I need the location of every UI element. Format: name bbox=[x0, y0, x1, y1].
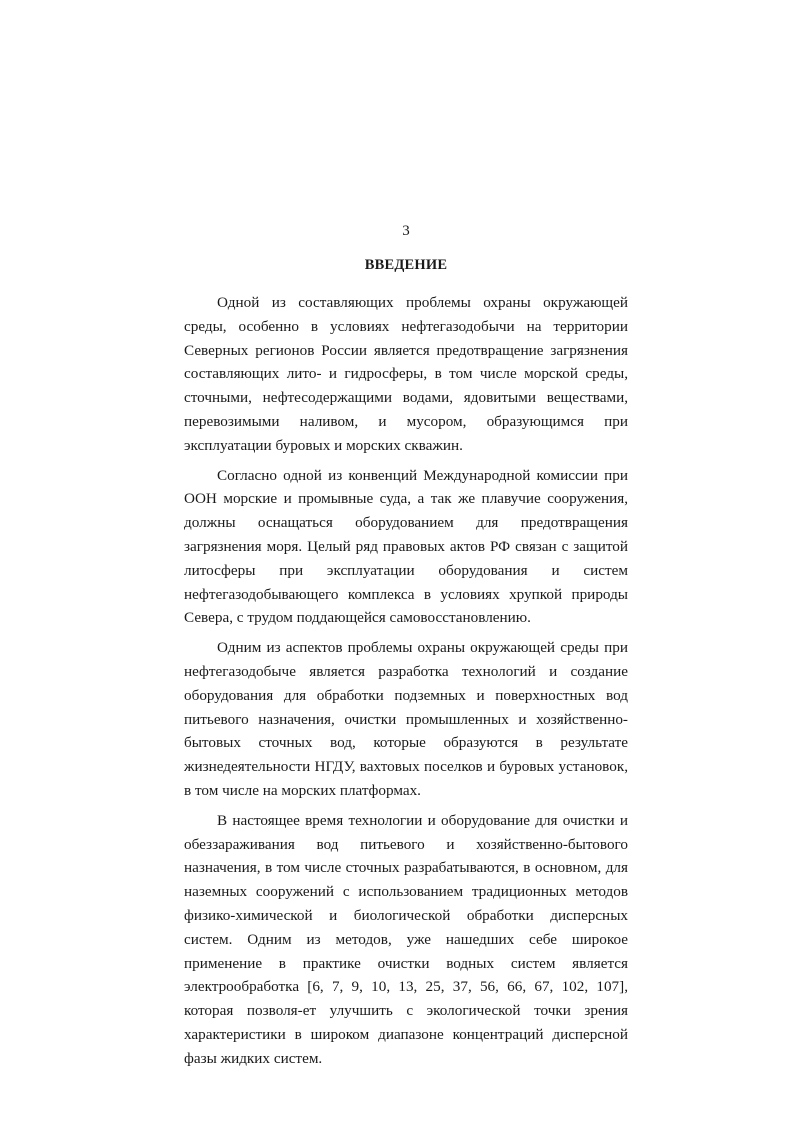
paragraph-4: В настоящее время технологии и оборудование для очистки и обеззараживания вод питьевого и хозяйственно-бытового назначения, в том числе сточных разрабатываются, в основном, для наземных сооружений с использованием традиционных методов физико-химической и биологической обработки дисперсных систем. Одним из методов, уже нашедших себе широкое применение в практике очистки водных систем является электрообработка [6, 7, 9, 10, 13, 25, 37, 56, 66, 67, 102, 107], которая позволя-ет улучшить с экологической точки зрения характеристики в широком диапазоне концентраций дисперсной фазы жидких систем. bbox=[184, 811, 628, 1067]
paragraph-1: Одной из составляющих проблемы охраны окружающей среды, особенно в условиях нефтегазодобычи на территории Северных регионов России является предотвращение загрязнения составляющих лито- и гидросферы, в том числе морской среды, сточными, нефтесодержащими водами, ядовитыми веществами, перевозимыми наливом, и мусором, образующимся при эксплуатации буровых и морских скважин. bbox=[184, 294, 628, 454]
paragraph-3: Одним из аспектов проблемы охраны окружающей среды при нефтегазодобыче является разработка технологий и создание оборудования для обработки подземных и поверхностных вод питьевого назначения, очистки промышленных и хозяйственно-бытовых сточных вод, которые образуются в результате жизнедеятельности НГДУ, вахтовых поселков и буровых установок, в том числе на морских платформах. bbox=[184, 639, 628, 799]
page-number: 3 bbox=[402, 223, 410, 239]
body-text bbox=[184, 291, 628, 1071]
paragraph-2: Согласно одной из конвенций Международной комиссии при ООН морские и промывные суда, а так же плавучие сооружения, должны оснащаться оборудованием для предотвращения загрязнения моря. Целый ряд правовых актов РФ связан с защитой литосферы при эксплуатации оборудования и систем нефтегазодобывающего комплекса в условиях хрупкой природы Севера, с трудом поддающейся самовосстановлению. bbox=[184, 466, 628, 627]
section-heading: ВВЕДЕНИЕ bbox=[364, 257, 448, 273]
